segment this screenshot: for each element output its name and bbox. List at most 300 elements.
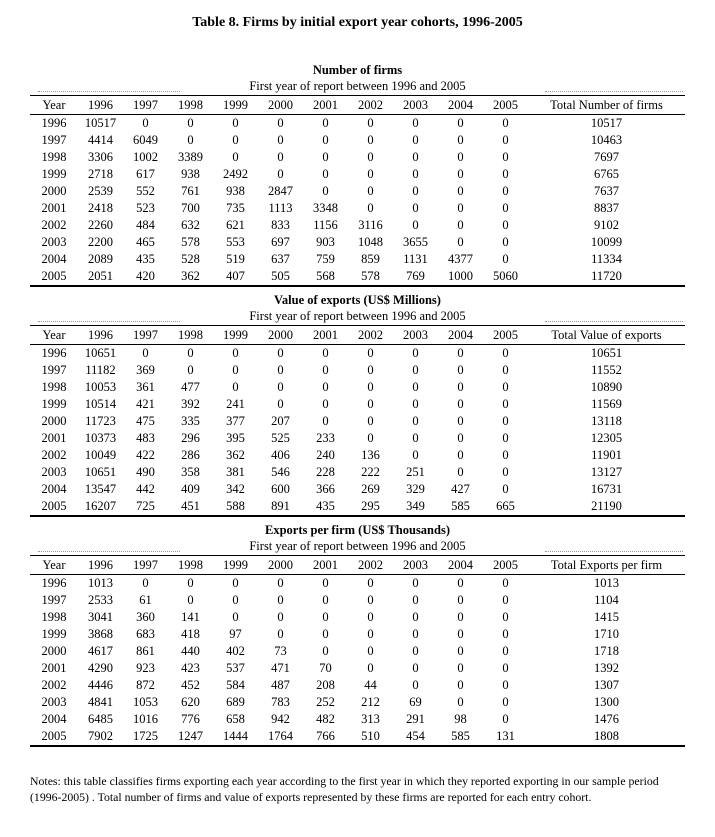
- cell-value: 2718: [88, 167, 113, 181]
- cell-value: 484: [136, 218, 155, 232]
- cell-value: 349: [406, 499, 425, 513]
- cell-value: 0: [502, 576, 509, 590]
- cell-value: 620: [181, 695, 200, 709]
- row-total: 12305: [590, 431, 623, 445]
- row-year: 2001: [41, 201, 67, 215]
- cell-value: 0: [457, 201, 464, 215]
- cell-value: 0: [232, 116, 239, 130]
- row-year: 1999: [41, 627, 67, 641]
- cell-value: 2847: [268, 184, 293, 198]
- cell-value: 0: [367, 167, 374, 181]
- cell-value: 697: [271, 235, 290, 249]
- cell-value: 0: [412, 627, 419, 641]
- table-row: [30, 609, 685, 626]
- cell-value: 942: [271, 712, 290, 726]
- cell-value: 0: [187, 346, 194, 360]
- row-year: 2000: [41, 184, 67, 198]
- table-row: [30, 481, 685, 498]
- cell-value: 3389: [178, 150, 203, 164]
- cell-value: 0: [412, 184, 419, 198]
- table-row: [30, 694, 685, 711]
- cell-value: 0: [232, 346, 239, 360]
- cell-value: 420: [136, 269, 155, 283]
- column-header: 1999: [223, 327, 248, 342]
- cell-value: 421: [136, 397, 155, 411]
- column-header: 1999: [223, 97, 248, 112]
- row-total: 11334: [591, 252, 622, 266]
- subtable-number-of-firms: [30, 62, 685, 287]
- cell-value: 578: [361, 269, 380, 283]
- row-year: 2002: [41, 218, 67, 232]
- cell-value: 859: [361, 252, 380, 266]
- row-total: 10890: [590, 380, 623, 394]
- cell-value: 442: [136, 482, 155, 496]
- cell-value: 0: [412, 346, 419, 360]
- cell-value: 0: [187, 576, 194, 590]
- cell-value: 0: [367, 363, 374, 377]
- cell-value: 0: [187, 593, 194, 607]
- cell-value: 329: [406, 482, 425, 496]
- cell-value: 440: [181, 644, 200, 658]
- cell-value: 0: [502, 397, 509, 411]
- row-year: 2005: [41, 499, 67, 513]
- cell-value: 552: [136, 184, 155, 198]
- cell-value: 0: [322, 380, 329, 394]
- cell-value: 519: [226, 252, 245, 266]
- cell-value: 0: [412, 133, 419, 147]
- cell-value: 381: [226, 465, 245, 479]
- cell-value: 392: [181, 397, 200, 411]
- cell-value: 0: [412, 678, 419, 692]
- cell-value: 10514: [84, 397, 117, 411]
- cell-value: 0: [412, 116, 419, 130]
- table-row: [30, 711, 685, 728]
- cell-value: 13547: [84, 482, 117, 496]
- cell-value: 0: [322, 627, 329, 641]
- table-row: [30, 592, 685, 609]
- column-header: 2002: [358, 327, 383, 342]
- cell-value: 1048: [358, 235, 383, 249]
- cell-value: 362: [226, 448, 245, 462]
- table-row: [30, 132, 685, 149]
- cell-value: 0: [502, 184, 509, 198]
- cell-value: 0: [277, 167, 284, 181]
- cell-value: 689: [226, 695, 245, 709]
- cell-value: 2533: [88, 593, 113, 607]
- table-row: [30, 115, 685, 133]
- column-header: Year: [42, 557, 66, 572]
- row-total: 11901: [591, 448, 622, 462]
- cell-value: 4290: [88, 661, 113, 675]
- cell-value: 0: [457, 695, 464, 709]
- row-year: 2002: [41, 448, 67, 462]
- cell-value: 252: [316, 695, 335, 709]
- table-row: [30, 183, 685, 200]
- row-year: 1997: [41, 593, 67, 607]
- cell-value: 0: [457, 627, 464, 641]
- cell-value: 5060: [493, 269, 518, 283]
- row-total: 1710: [594, 627, 619, 641]
- row-total: 7637: [594, 184, 619, 198]
- cell-value: 0: [277, 397, 284, 411]
- row-year: 1997: [41, 363, 67, 377]
- cell-value: 0: [367, 661, 374, 675]
- cell-value: 0: [322, 184, 329, 198]
- cell-value: 6049: [133, 133, 158, 147]
- cell-value: 761: [181, 184, 200, 198]
- cell-value: 0: [412, 593, 419, 607]
- cell-value: 2492: [223, 167, 248, 181]
- column-header: 2001: [313, 97, 338, 112]
- cell-value: 0: [367, 644, 374, 658]
- subtable-subtitle: First year of report between 1996 and 2005: [30, 78, 685, 95]
- cell-value: 0: [502, 218, 509, 232]
- column-header: 2003: [403, 97, 428, 112]
- cell-value: 0: [457, 576, 464, 590]
- cell-value: 0: [457, 397, 464, 411]
- column-header: 1999: [223, 557, 248, 572]
- cell-value: 241: [226, 397, 245, 411]
- cell-value: 783: [271, 695, 290, 709]
- cell-value: 0: [412, 150, 419, 164]
- cell-value: 700: [181, 201, 200, 215]
- cell-value: 1002: [133, 150, 158, 164]
- cell-value: 769: [406, 269, 425, 283]
- table-row: [30, 413, 685, 430]
- subtable-title: Exports per firm (US$ Thousands): [265, 523, 450, 537]
- cell-value: 7902: [88, 729, 113, 743]
- row-total: 1392: [594, 661, 619, 675]
- cell-value: 0: [277, 150, 284, 164]
- cell-value: 3306: [88, 150, 113, 164]
- cell-value: 0: [232, 150, 239, 164]
- cell-value: 617: [136, 167, 155, 181]
- table-row: [30, 498, 685, 516]
- subtable-exports-per-firm: [30, 522, 685, 747]
- column-header: 1996: [88, 327, 113, 342]
- row-year: 1998: [41, 380, 67, 394]
- row-total: 10463: [590, 133, 623, 147]
- cell-value: 407: [226, 269, 245, 283]
- cell-value: 0: [322, 576, 329, 590]
- cell-value: 0: [277, 363, 284, 377]
- cell-value: 1764: [268, 729, 293, 743]
- row-year: 1999: [41, 167, 67, 181]
- cell-value: 141: [181, 610, 200, 624]
- row-year: 2004: [41, 252, 67, 266]
- value-of-exports-table: [30, 325, 685, 517]
- cell-value: 0: [367, 346, 374, 360]
- cell-value: 0: [367, 414, 374, 428]
- cell-value: 4617: [88, 644, 113, 658]
- cell-value: 0: [457, 184, 464, 198]
- row-total: 13118: [591, 414, 622, 428]
- cell-value: 0: [457, 133, 464, 147]
- cell-value: 0: [232, 610, 239, 624]
- table-notes: Notes: this table classifies firms exporting each year according to the first year in which they reported exporting in our sample period (1996-2005) . Total number of firms and value of exports represented by these firms are reported for each entry cohort.: [30, 774, 659, 804]
- table-row: [30, 464, 685, 481]
- cell-value: 0: [277, 380, 284, 394]
- cell-value: 208: [316, 678, 335, 692]
- cell-value: 0: [367, 576, 374, 590]
- cell-value: 10651: [84, 346, 117, 360]
- cell-value: 11723: [85, 414, 116, 428]
- row-total: 1104: [594, 593, 619, 607]
- cell-value: 546: [271, 465, 290, 479]
- row-total: 1476: [594, 712, 619, 726]
- column-header: 2002: [358, 557, 383, 572]
- cell-value: 637: [271, 252, 290, 266]
- cell-value: 136: [361, 448, 380, 462]
- row-year: 1996: [41, 346, 67, 360]
- cell-value: 0: [367, 431, 374, 445]
- cell-value: 725: [136, 499, 155, 513]
- cell-value: 938: [181, 167, 200, 181]
- table-row: [30, 268, 685, 286]
- cell-value: 1247: [178, 729, 203, 743]
- column-header: 2000: [268, 327, 293, 342]
- column-header: Total Value of exports: [551, 327, 662, 342]
- row-year: 2003: [41, 465, 67, 479]
- cell-value: 735: [226, 201, 245, 215]
- cell-value: 938: [226, 184, 245, 198]
- cell-value: 0: [457, 644, 464, 658]
- cell-value: 0: [367, 593, 374, 607]
- row-total: 7697: [594, 150, 619, 164]
- cell-value: 10373: [84, 431, 117, 445]
- cell-value: 0: [322, 414, 329, 428]
- subtable-subtitle: First year of report between 1996 and 2005: [30, 308, 685, 325]
- cell-value: 207: [271, 414, 290, 428]
- column-header: 1997: [133, 557, 158, 572]
- cell-value: 537: [226, 661, 245, 675]
- cell-value: 510: [361, 729, 380, 743]
- column-header: 2005: [493, 557, 518, 572]
- row-year: 2004: [41, 712, 67, 726]
- row-total: 11569: [591, 397, 622, 411]
- cell-value: 1131: [403, 252, 428, 266]
- row-total: 1307: [594, 678, 619, 692]
- cell-value: 0: [277, 593, 284, 607]
- cell-value: 683: [136, 627, 155, 641]
- column-header: 1997: [133, 327, 158, 342]
- cell-value: 295: [361, 499, 380, 513]
- table-row: [30, 660, 685, 677]
- cell-value: 2051: [88, 269, 113, 283]
- table-row: [30, 677, 685, 694]
- cell-value: 10049: [84, 448, 117, 462]
- cell-value: 251: [406, 465, 425, 479]
- cell-value: 0: [367, 184, 374, 198]
- column-header: 2004: [448, 557, 473, 572]
- cell-value: 0: [367, 397, 374, 411]
- row-year: 1998: [41, 150, 67, 164]
- cell-value: 313: [361, 712, 380, 726]
- cell-value: 0: [502, 414, 509, 428]
- row-year: 1997: [41, 133, 67, 147]
- column-header: 2001: [313, 557, 338, 572]
- table-row: [30, 217, 685, 234]
- cell-value: 475: [136, 414, 155, 428]
- column-header: 2005: [493, 97, 518, 112]
- cell-value: 632: [181, 218, 200, 232]
- column-header: 1997: [133, 97, 158, 112]
- cell-value: 16207: [84, 499, 117, 513]
- cell-value: 212: [361, 695, 380, 709]
- cell-value: 0: [187, 363, 194, 377]
- column-header: 1996: [88, 97, 113, 112]
- column-header: Year: [42, 327, 66, 342]
- cell-value: 6485: [88, 712, 113, 726]
- table-row: [30, 626, 685, 643]
- cell-value: 0: [412, 201, 419, 215]
- column-header: 1996: [88, 557, 113, 572]
- cell-value: 1156: [313, 218, 338, 232]
- cell-value: 418: [181, 627, 200, 641]
- column-header: 2003: [403, 557, 428, 572]
- cell-value: 0: [502, 465, 509, 479]
- cell-value: 402: [226, 644, 245, 658]
- cell-value: 477: [181, 380, 200, 394]
- cell-value: 505: [271, 269, 290, 283]
- row-total: 9102: [594, 218, 619, 232]
- cell-value: 0: [412, 167, 419, 181]
- cell-value: 427: [451, 482, 470, 496]
- column-header: Total Number of firms: [550, 97, 663, 112]
- cell-value: 483: [136, 431, 155, 445]
- cell-value: 0: [412, 380, 419, 394]
- cell-value: 233: [316, 431, 335, 445]
- header-row: [30, 96, 685, 115]
- cell-value: 0: [457, 363, 464, 377]
- row-year: 2003: [41, 695, 67, 709]
- cell-value: 766: [316, 729, 335, 743]
- cell-value: 621: [226, 218, 245, 232]
- subtable-subtitle: First year of report between 1996 and 2005: [30, 538, 685, 555]
- cell-value: 240: [316, 448, 335, 462]
- cell-value: 891: [271, 499, 290, 513]
- cell-value: 4841: [88, 695, 113, 709]
- cell-value: 395: [226, 431, 245, 445]
- row-year: 2003: [41, 235, 67, 249]
- cell-value: 0: [277, 627, 284, 641]
- cell-value: 0: [457, 150, 464, 164]
- cell-value: 0: [412, 576, 419, 590]
- cell-value: 1053: [133, 695, 158, 709]
- cell-value: 0: [502, 610, 509, 624]
- cell-value: 0: [322, 610, 329, 624]
- cell-value: 3041: [88, 610, 113, 624]
- cell-value: 0: [502, 167, 509, 181]
- cell-value: 361: [136, 380, 155, 394]
- row-total: 1300: [594, 695, 619, 709]
- cell-value: 658: [226, 712, 245, 726]
- cell-value: 0: [322, 133, 329, 147]
- cell-value: 0: [457, 380, 464, 394]
- cell-value: 0: [367, 116, 374, 130]
- cell-value: 0: [502, 235, 509, 249]
- cell-value: 73: [274, 644, 287, 658]
- cell-value: 0: [502, 448, 509, 462]
- cell-value: 3116: [358, 218, 383, 232]
- cell-value: 0: [322, 346, 329, 360]
- table-row: [30, 575, 685, 593]
- row-total: 21190: [591, 499, 622, 513]
- cell-value: 452: [181, 678, 200, 692]
- cell-value: 435: [136, 252, 155, 266]
- cell-value: 0: [412, 644, 419, 658]
- cell-value: 11182: [85, 363, 116, 377]
- cell-value: 568: [316, 269, 335, 283]
- cell-value: 4377: [448, 252, 473, 266]
- cell-value: 923: [136, 661, 155, 675]
- cell-value: 61: [139, 593, 152, 607]
- table-row: [30, 234, 685, 251]
- cell-value: 422: [136, 448, 155, 462]
- row-total: 11552: [591, 363, 622, 377]
- column-header: Total Exports per firm: [550, 557, 663, 572]
- row-year: 2000: [41, 644, 67, 658]
- row-total: 13127: [590, 465, 623, 479]
- row-year: 1996: [41, 576, 67, 590]
- cell-value: 0: [502, 346, 509, 360]
- cell-value: 0: [502, 380, 509, 394]
- cell-value: 872: [136, 678, 155, 692]
- cell-value: 0: [502, 363, 509, 377]
- cell-value: 0: [502, 431, 509, 445]
- cell-value: 490: [136, 465, 155, 479]
- cell-value: 0: [502, 150, 509, 164]
- row-year: 1999: [41, 397, 67, 411]
- cell-value: 0: [277, 133, 284, 147]
- column-header: 2000: [268, 557, 293, 572]
- cell-value: 0: [142, 116, 149, 130]
- cell-value: 269: [361, 482, 380, 496]
- row-total: 10099: [590, 235, 623, 249]
- cell-value: 228: [316, 465, 335, 479]
- cell-value: 360: [136, 610, 155, 624]
- cell-value: 833: [271, 218, 290, 232]
- cell-value: 3868: [88, 627, 113, 641]
- cell-value: 451: [181, 499, 200, 513]
- cell-value: 0: [457, 167, 464, 181]
- cell-value: 578: [181, 235, 200, 249]
- cell-value: 0: [457, 678, 464, 692]
- column-header: 2003: [403, 327, 428, 342]
- cell-value: 482: [316, 712, 335, 726]
- column-header: 2004: [448, 327, 473, 342]
- cell-value: 665: [496, 499, 515, 513]
- cell-value: 409: [181, 482, 200, 496]
- cell-value: 2260: [88, 218, 113, 232]
- row-year: 1998: [41, 610, 67, 624]
- table-row: [30, 251, 685, 268]
- cell-value: 1013: [88, 576, 113, 590]
- cell-value: 1000: [448, 269, 473, 283]
- cell-value: 10651: [84, 465, 117, 479]
- cell-value: 0: [457, 218, 464, 232]
- row-total: 8837: [594, 201, 619, 215]
- cell-value: 97: [229, 627, 242, 641]
- row-total: 10651: [590, 346, 623, 360]
- cell-value: 1016: [133, 712, 158, 726]
- cell-value: 0: [412, 414, 419, 428]
- row-total: 10517: [590, 116, 623, 130]
- cell-value: 585: [451, 729, 470, 743]
- cell-value: 4414: [88, 133, 113, 147]
- cell-value: 0: [502, 627, 509, 641]
- row-total: 6765: [594, 167, 619, 181]
